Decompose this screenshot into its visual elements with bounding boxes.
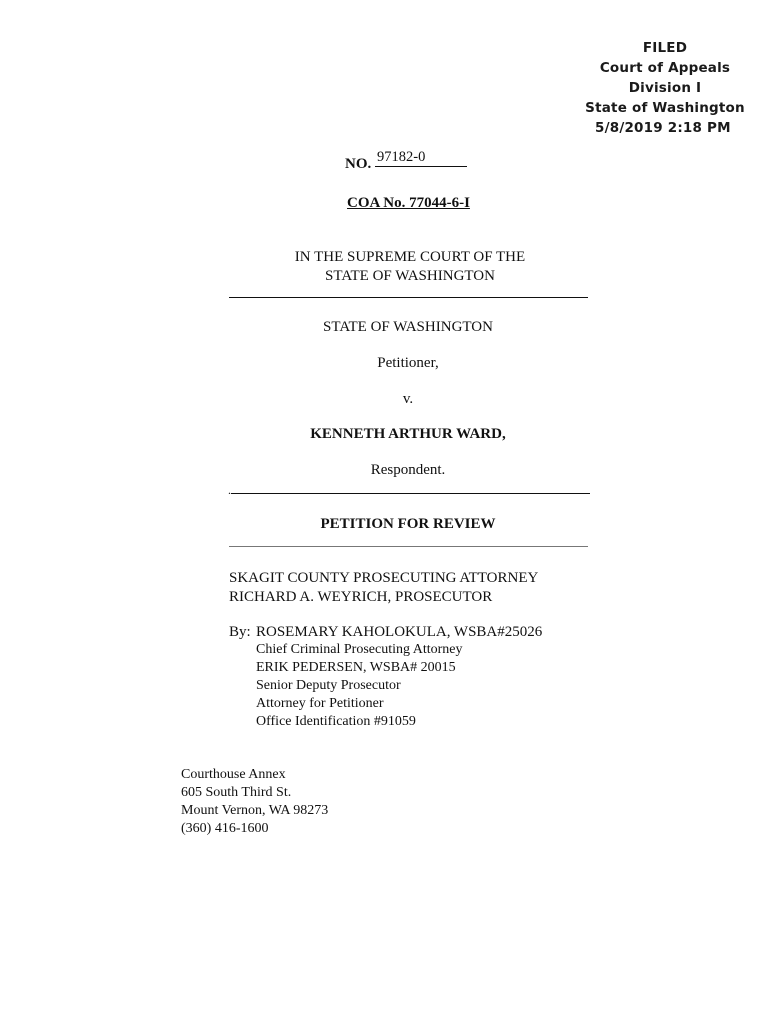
stamp-state: State of Washington	[585, 100, 745, 116]
stray-dot: .	[228, 483, 231, 497]
by-label: By:	[229, 624, 251, 640]
office-identification: Office Identification #91059	[256, 714, 416, 729]
petitioner-role: Petitioner,	[377, 355, 439, 371]
stamp-division: Division I	[628, 80, 702, 96]
respondent-role: Respondent.	[370, 462, 446, 478]
attorney-2-name: ERIK PEDERSEN, WSBA# 20015	[256, 660, 456, 675]
attorney-role: Attorney for Petitioner	[256, 696, 384, 711]
divider-rule	[229, 546, 588, 547]
office-line-1: SKAGIT COUNTY PROSECUTING ATTORNEY	[229, 570, 539, 586]
attorney-block	[256, 641, 462, 731]
phone-number: (360) 416-1600	[181, 821, 269, 836]
versus: v.	[402, 391, 414, 407]
court-line-2: STATE OF WASHINGTON	[325, 268, 495, 284]
filed-stamp	[585, 38, 745, 138]
attorney-1-name: ROSEMARY KAHOLOKULA, WSBA#25026	[256, 624, 543, 640]
divider-rule	[229, 297, 588, 298]
address-line-2: 605 South Third St.	[181, 785, 292, 800]
stamp-court: Court of Appeals	[599, 60, 731, 76]
document-title: PETITION FOR REVIEW	[320, 516, 496, 532]
prosecutor-office	[229, 569, 538, 607]
address-line-3: Mount Vernon, WA 98273	[181, 803, 329, 818]
petitioner-name: STATE OF WASHINGTON	[323, 319, 493, 335]
address-line-1: Courthouse Annex	[181, 767, 286, 782]
attorney-1-title: Chief Criminal Prosecuting Attorney	[256, 642, 463, 657]
coa-number: COA No. 77044-6-I	[347, 195, 470, 211]
attorney-2-title: Senior Deputy Prosecutor	[256, 678, 401, 693]
divider-rule	[231, 493, 590, 494]
docket-value: 97182-0	[375, 149, 467, 167]
court-name	[255, 248, 565, 286]
mailing-address	[181, 766, 328, 838]
stamp-timestamp: 5/8/2019 2:18 PM	[595, 120, 731, 136]
docket-label: NO.	[345, 156, 372, 172]
office-line-2: RICHARD A. WEYRICH, PROSECUTOR	[229, 589, 493, 605]
stamp-filed: FILED	[642, 40, 688, 56]
court-line-1: IN THE SUPREME COURT OF THE	[294, 249, 526, 265]
docket-number	[345, 149, 467, 174]
respondent-name: KENNETH ARTHUR WARD,	[310, 426, 506, 442]
